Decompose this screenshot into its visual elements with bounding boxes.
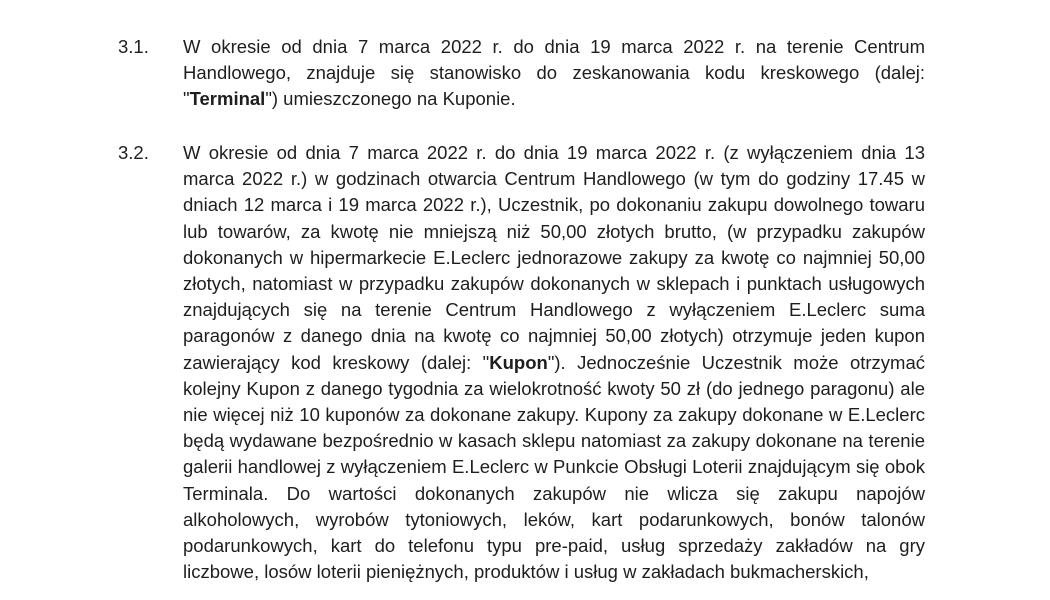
clause-text-segment: "). Jednocześnie Uczestnik może otrzymać kolejny Kupon z danego tygodnia za wielokrotność kwoty 50 zł (do jednego paragonu) ale nie więcej niż 10 kuponów za dokonane zakupy. Kupony za zakupy dokonane w E.Leclerc będą wydawane bezpośrednio w kasach sklepu natomiast za zakupy dokonane na terenie galerii handlowej z wyłączeniem E.Leclerc w Punkcie Obsługi Loterii znajdującym się obok Terminala. Do wartości dokonanych zakupów nie wlicza się zakupu napojów alkoholowych, wyrobów tytoniowych, leków, kart podarunkowych, bonów talonów podarunkowych, kart do telefonu typu pre-paid, usług sprzedaży zakładów na gry liczbowe, losów loterii pieniężnych, produktów i usług w zakładach bukmacherskich,: [183, 351, 925, 583]
clause-text-segment: ") umieszczonego na Kuponie.: [265, 88, 516, 110]
clause-text-segment: W okresie od dnia 7 marca 2022 r. do dnia 19 marca 2022 r. (z wyłączeniem dnia 13 marca 2022 r.) w godzinach otwarcia Centrum Handlowego (w tym do godziny 17.45 w dniach 12 marca i 19 marca 2022 r.), Uczestnik, po dokonaniu zakupu dowolnego towaru lub towarów, za kwotę nie mniejszą niż 50,00 złotych brutto, (w przypadku zakupów dokonanych w hipermarkecie E.Leclerc jednorazowe zakupy za kwotę co najmniej 50,00 złotych, natomiast w przypadku zakupów dokonanych w sklepach i punktach usługowych znajdujących się na terenie Centrum Handlowego z wyłączeniem E.Leclerc suma paragonów z danego dnia na kwotę co najmniej 50,00 złotych) otrzymuje jeden kupon zawierający kod kreskowy (dalej: ": [183, 142, 925, 373]
defined-term-kupon: Kupon: [489, 351, 548, 373]
clause-text-segment: W okresie od dnia 7 marca 2022 r. do dnia 19 marca 2022 r. na terenie Centrum Handlowego, znajduje się stanowisko do zeskanowania kodu kreskowego (dalej: ": [183, 36, 925, 110]
clause-text: [183, 140, 925, 585]
clause-number: 3.2.: [118, 142, 149, 163]
clause-text: [183, 34, 925, 113]
clause-number: 3.1.: [118, 36, 149, 57]
defined-term-terminal: Terminal: [189, 88, 266, 110]
